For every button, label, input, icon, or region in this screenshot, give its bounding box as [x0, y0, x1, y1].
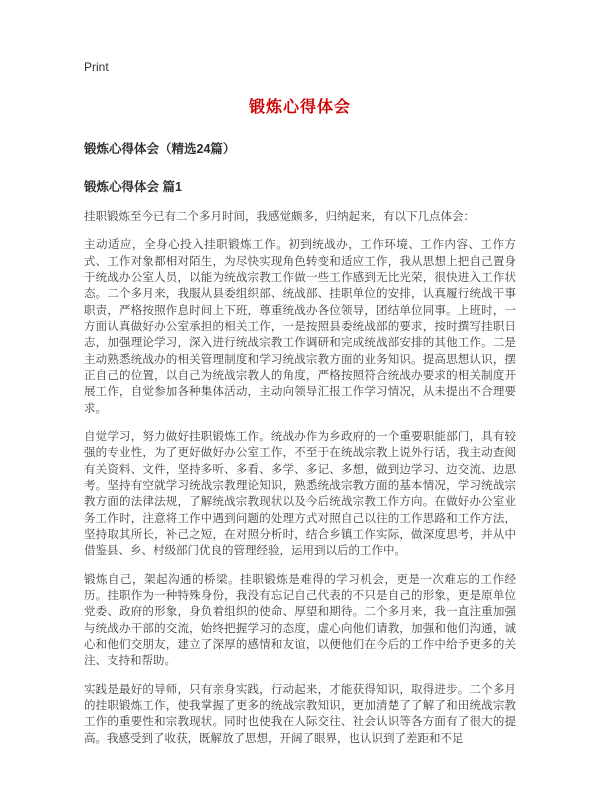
paragraph: 主动适应，全身心投入挂职锻炼工作。初到统战办，工作环境、工作内容、工作方式、工作对象都相对陌生，为尽快实现角色转变和适应工作，我从思想上把自己置身于统战办公室人员，以能为统战宗教工作做一些工作感到无比光荣，很快进入工作状态。二个多月来，我服从县委组织部、统战部、挂职单位的安排，认真履行统战干事职责，严格按照作息时间上下班，尊重统战办各位领导，团结单位同事。上班时，一方面认真做好办公室承担的相关工作，一是按照县委统战部的要求，按时撰写挂职日志，加强理论学习，深入进行统战宗教工作调研和完成统战部安排的其他工作。二是主动熟悉统战办的相关管理制度和学习统战宗教方面的业务知识。提高思想认识，摆正自己的位置，以自己为统战宗教人的角度，严格按照符合统战办要求的相关制度开展工作，自觉参加各种集体活动，主动向领导汇报工作学习情况，从未提出不合理要求。	[84, 239, 516, 415]
print-link[interactable]: Print	[84, 60, 109, 74]
document-body	[84, 209, 516, 747]
paragraph: 自觉学习，努力做好挂职锻炼工作。统战办作为乡政府的一个重要职能部门，具有较强的专业性，为了更好做好办公室工作，不至于在统战宗教上说外行话，我主动查阅有关资料、文件，坚持多听、多看、多学、多记、多想，做到边学习、边交流、边思考。坚持有空就学习统战宗教理论知识，熟悉统战宗教方面的基本情况，学习统战宗教方面的法律法规，了解统战宗教现状以及今后统战宗教工作方向。在做好办公室业务工作时，注意将工作中遇到问题的处理方式对照自己以往的工作思路和工作方法，坚持取其所长，补己之短，在对照分析时，结合乡镇工作实际，做深度思考，并从中借鉴县、乡、村级部门优良的管理经验，运用到以后的工作中。	[84, 430, 516, 558]
document-subtitle: 锻炼心得体会（精选24篇）	[84, 142, 236, 156]
paragraph: 锻炼自己，架起沟通的桥梁。挂职锻炼是难得的学习机会，更是一次难忘的工作经历。挂职作为一种特殊身份，我没有忘记自己代表的不只是自己的形象，更是原单位党委、政府的形象，身负着组织的使命、厚望和期待。二个多月来，我一直注重加强与统战办干部的交流，始终把握学习的态度，虚心向他们请教，加强和他们沟通，诚心和他们交朋友，建立了深厚的感情和友谊，以便他们在今后的工作中给予更多的关注、支持和帮助。	[84, 573, 516, 668]
paragraph: 实践是最好的导师，只有亲身实践，行动起来，才能获得知识，取得进步。二个多月的挂职锻炼工作，使我掌握了更多的统战宗教知识，更加清楚了了解了和田统战宗教工作的重要性和宗教现状。同时也使我在人际交往、社会认识等各方面有了很大的提高。我感受到了收获，既解放了思想，开阔了眼界，也认识到了差距和不足	[84, 683, 516, 745]
page-title: 锻炼心得体会	[248, 99, 351, 116]
paragraph: 挂职锻炼至今已有二个多月时间，我感觉颇多，归纳起来，有以下几点体会：	[84, 211, 475, 223]
section-heading: 锻炼心得体会 篇1	[84, 180, 182, 194]
